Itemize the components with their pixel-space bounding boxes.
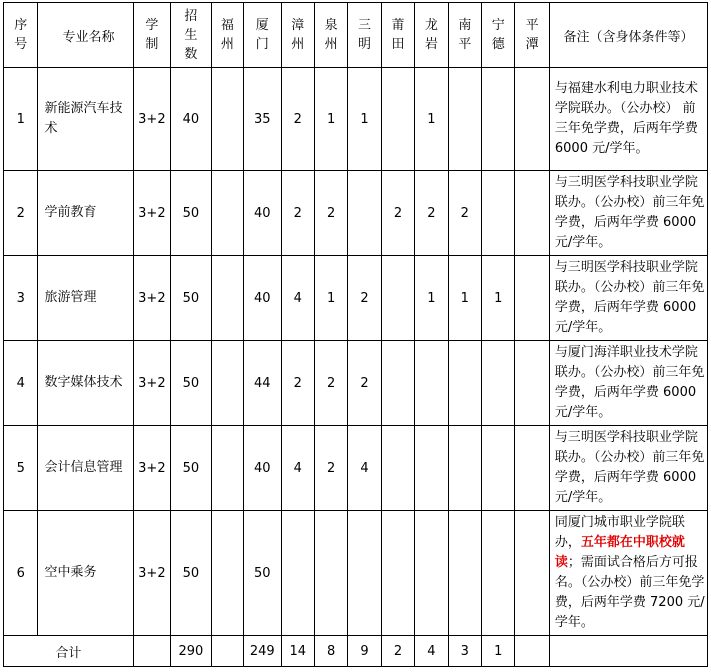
row-note: 与福建水利电力职业技术学院联办。（公办校） 前三年免学费，后两年学费 6000 元/学年。 <box>549 68 707 171</box>
row-cell-pingtan <box>515 68 549 171</box>
row-quota: 50 <box>171 511 212 636</box>
row-system: 3+2 <box>133 341 170 426</box>
row-seq: 4 <box>4 341 38 426</box>
row-cell-nanping <box>448 341 481 426</box>
row-cell-quanzhou: 1 <box>314 256 347 341</box>
row-cell-ningde <box>482 511 515 636</box>
row-note <box>549 511 707 636</box>
row-quota: 50 <box>171 256 212 341</box>
row-cell-zhangzhou: 4 <box>281 256 314 341</box>
row-cell-longyan: 1 <box>415 68 448 171</box>
total-cell-nanping: 3 <box>448 636 481 667</box>
header-seq: 序号 <box>4 3 38 68</box>
header-region-sanming: 三明 <box>348 3 381 68</box>
row-cell-ningde <box>482 171 515 256</box>
row-cell-zhangzhou: 2 <box>281 171 314 256</box>
row-cell-quanzhou: 1 <box>314 68 347 171</box>
row-cell-zhangzhou <box>281 511 314 636</box>
header-region-pingtan: 平潭 <box>515 3 549 68</box>
row-cell-nanping: 1 <box>448 256 481 341</box>
header-system: 学制 <box>133 3 170 68</box>
row-cell-sanming <box>348 511 381 636</box>
row-note: 与三明医学科技职业学院联办。（公办校）前三年免学费，后两年学费 6000 元/学年。 <box>549 426 707 511</box>
total-label: 合计 <box>4 636 134 667</box>
row-cell-pingtan <box>515 341 549 426</box>
row-cell-zhangzhou: 4 <box>281 426 314 511</box>
table-row <box>4 171 708 256</box>
total-cell-sanming: 9 <box>348 636 381 667</box>
row-cell-fuzhou <box>211 256 243 341</box>
header-region-putian: 莆田 <box>381 3 414 68</box>
note-text: ；需面试合格后方可报名。（公办校）前三年免学费，后两年学费 7200 元/学年。 <box>554 555 705 630</box>
row-quota: 50 <box>171 426 212 511</box>
header-row <box>4 3 708 68</box>
row-major: 会计信息管理 <box>38 426 133 511</box>
total-cell-fuzhou <box>211 636 243 667</box>
row-cell-putian <box>381 341 414 426</box>
row-cell-longyan <box>415 426 448 511</box>
header-region-nanping: 南平 <box>448 3 481 68</box>
row-cell-longyan <box>415 341 448 426</box>
row-cell-nanping <box>448 511 481 636</box>
row-system: 3+2 <box>133 511 170 636</box>
row-cell-longyan: 2 <box>415 171 448 256</box>
row-cell-pingtan <box>515 171 549 256</box>
row-cell-sanming: 4 <box>348 426 381 511</box>
row-cell-longyan: 1 <box>415 256 448 341</box>
total-row <box>4 636 708 667</box>
row-note: 与三明医学科技职业学院联办。（公办校）前三年免学费，后两年学费 6000 元/学年。 <box>549 256 707 341</box>
row-quota: 50 <box>171 341 212 426</box>
row-cell-pingtan <box>515 256 549 341</box>
header-region-zhangzhou: 漳州 <box>281 3 314 68</box>
row-seq: 2 <box>4 171 38 256</box>
row-cell-ningde: 1 <box>482 256 515 341</box>
row-cell-sanming: 2 <box>348 341 381 426</box>
row-major: 新能源汽车技术 <box>38 68 133 171</box>
row-cell-fuzhou <box>211 171 243 256</box>
row-cell-ningde <box>482 426 515 511</box>
row-system: 3+2 <box>133 171 170 256</box>
row-cell-putian <box>381 68 414 171</box>
row-cell-xiamen: 44 <box>244 341 281 426</box>
row-cell-xiamen: 40 <box>244 256 281 341</box>
row-major: 数字媒体技术 <box>38 341 133 426</box>
row-cell-quanzhou: 2 <box>314 426 347 511</box>
total-cell-zhangzhou: 14 <box>281 636 314 667</box>
row-system: 3+2 <box>133 68 170 171</box>
row-cell-ningde <box>482 341 515 426</box>
row-cell-quanzhou: 2 <box>314 171 347 256</box>
header-region-xiamen: 厦门 <box>244 3 281 68</box>
row-cell-longyan <box>415 511 448 636</box>
row-major: 旅游管理 <box>38 256 133 341</box>
row-quota: 40 <box>171 68 212 171</box>
row-cell-sanming: 1 <box>348 68 381 171</box>
row-seq: 5 <box>4 426 38 511</box>
row-cell-pingtan <box>515 426 549 511</box>
total-quota: 290 <box>171 636 212 667</box>
table-row <box>4 426 708 511</box>
row-cell-nanping: 2 <box>448 171 481 256</box>
total-cell-quanzhou: 8 <box>314 636 347 667</box>
table-row <box>4 341 708 426</box>
row-cell-quanzhou: 2 <box>314 341 347 426</box>
row-cell-zhangzhou: 2 <box>281 341 314 426</box>
row-cell-xiamen: 40 <box>244 426 281 511</box>
enrollment-table <box>3 2 708 667</box>
table-row <box>4 511 708 636</box>
row-cell-putian: 2 <box>381 171 414 256</box>
row-cell-putian <box>381 256 414 341</box>
row-quota: 50 <box>171 171 212 256</box>
row-major: 空中乘务 <box>38 511 133 636</box>
total-note <box>549 636 707 667</box>
row-cell-xiamen: 50 <box>244 511 281 636</box>
row-cell-nanping <box>448 68 481 171</box>
row-cell-zhangzhou: 2 <box>281 68 314 171</box>
total-cell-pingtan <box>515 636 549 667</box>
row-cell-pingtan <box>515 511 549 636</box>
header-note: 备注（含身体条件等） <box>549 3 707 68</box>
row-seq: 6 <box>4 511 38 636</box>
row-cell-xiamen: 35 <box>244 68 281 171</box>
header-region-longyan: 龙岩 <box>415 3 448 68</box>
row-cell-sanming <box>348 171 381 256</box>
row-system: 3+2 <box>133 256 170 341</box>
total-cell-longyan: 4 <box>415 636 448 667</box>
header-region-fuzhou: 福州 <box>211 3 243 68</box>
row-cell-fuzhou <box>211 68 243 171</box>
table-row <box>4 256 708 341</box>
row-cell-nanping <box>448 426 481 511</box>
header-quota: 招生数 <box>171 3 212 68</box>
row-cell-putian <box>381 426 414 511</box>
row-cell-fuzhou <box>211 511 243 636</box>
table-row <box>4 68 708 171</box>
header-major: 专业名称 <box>38 3 133 68</box>
total-cell-xiamen: 249 <box>244 636 281 667</box>
row-cell-putian <box>381 511 414 636</box>
row-cell-fuzhou <box>211 341 243 426</box>
row-note: 与三明医学科技职业学院联办。（公办校）前三年免学费，后两年学费 6000 元/学年。 <box>549 171 707 256</box>
note-text: 同厦门城市职业学院联办， <box>554 515 685 550</box>
note-highlight: 五年都在中职校就读 <box>554 535 685 570</box>
row-cell-sanming: 2 <box>348 256 381 341</box>
total-cell-putian: 2 <box>381 636 414 667</box>
row-note: 与厦门海洋职业技术学院联办。（公办校）前三年免学费，后两年学费 6000 元/学年。 <box>549 341 707 426</box>
row-cell-ningde <box>482 68 515 171</box>
header-region-quanzhou: 泉州 <box>314 3 347 68</box>
total-cell-ningde: 1 <box>482 636 515 667</box>
row-major: 学前教育 <box>38 171 133 256</box>
row-cell-xiamen: 40 <box>244 171 281 256</box>
total-system <box>133 636 170 667</box>
row-seq: 3 <box>4 256 38 341</box>
row-system: 3+2 <box>133 426 170 511</box>
row-cell-quanzhou <box>314 511 347 636</box>
row-cell-fuzhou <box>211 426 243 511</box>
header-region-ningde: 宁德 <box>482 3 515 68</box>
row-seq: 1 <box>4 68 38 171</box>
